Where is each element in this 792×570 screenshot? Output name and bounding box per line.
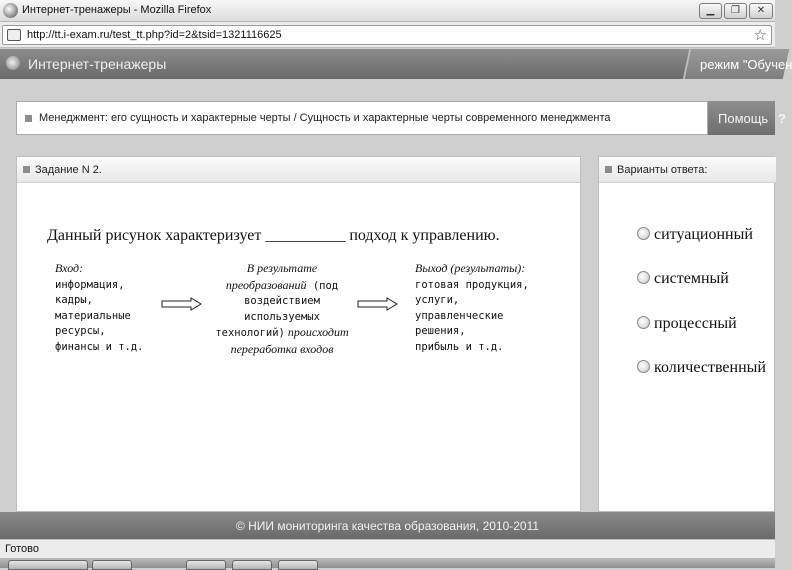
- page-icon: [7, 29, 21, 41]
- window-title: Интернет-тренажеры - Mozilla Firefox: [22, 4, 212, 16]
- app-header: [0, 49, 792, 79]
- close-button[interactable]: [749, 3, 773, 19]
- question-text: Данный рисунок характеризует __________ подход к управлению.: [47, 227, 500, 244]
- answer-option-systemic[interactable]: [637, 270, 729, 288]
- taskbar-button[interactable]: [232, 560, 272, 570]
- figure-process-line: В результате: [246, 261, 318, 275]
- help-button[interactable]: [708, 101, 786, 135]
- answer-label: системный: [654, 270, 729, 287]
- help-label: Помощь: [718, 111, 769, 126]
- app-name: Интернет-тренажеры: [28, 56, 167, 72]
- figure-output-item: решения,: [415, 325, 466, 337]
- figure-output-item: управленческие: [415, 309, 504, 322]
- firefox-icon: [3, 3, 18, 18]
- topic-breadcrumb-bar: [16, 101, 708, 135]
- figure-input-item: материальные: [55, 309, 131, 322]
- star-icon[interactable]: ☆: [753, 27, 767, 44]
- close-icon: ✕: [756, 5, 766, 16]
- radio-button-icon[interactable]: [637, 316, 650, 329]
- figure-input-item: информация,: [55, 278, 125, 291]
- logo-icon: [6, 56, 20, 70]
- answers-panel-header: [599, 157, 776, 183]
- minimize-icon: ▁: [706, 5, 715, 16]
- answer-label: количественный: [654, 359, 766, 376]
- radio-button-icon[interactable]: [637, 227, 650, 240]
- taskbar-button[interactable]: [278, 560, 318, 570]
- minimize-button[interactable]: [699, 3, 722, 19]
- url-text[interactable]: http://tt.i-exam.ru/test_tt.php?id=2&tsid=1321116625: [27, 29, 282, 41]
- figure-process-line: переработка входов: [230, 341, 334, 356]
- figure-input-block: [55, 261, 165, 355]
- help-button-content: [718, 111, 786, 126]
- answer-option-process[interactable]: [637, 315, 737, 333]
- bullet-square-icon: [605, 166, 612, 173]
- page-footer: [0, 512, 775, 539]
- figure-input-item: финансы и т.д.: [55, 340, 144, 353]
- status-bar: [0, 539, 775, 558]
- mode-label: режим "Обучен: [700, 57, 792, 72]
- answers-panel: [598, 156, 775, 512]
- bullet-square-icon: [23, 166, 30, 173]
- figure-output-item: услуги,: [415, 294, 460, 306]
- maximize-button[interactable]: [724, 3, 747, 19]
- restore-icon: ❐: [731, 5, 740, 16]
- answer-option-situational[interactable]: [637, 226, 753, 244]
- radio-button-icon[interactable]: [637, 271, 650, 284]
- figure-process-line: преобразований (под: [225, 277, 339, 292]
- navigation-toolbar: [0, 22, 775, 48]
- arrow-right-icon: [161, 297, 203, 311]
- figure-process-block: [202, 261, 362, 358]
- figure-input-item: ресурсы,: [55, 325, 106, 337]
- bullet-square-icon: [25, 115, 32, 122]
- status-text: Готово: [5, 543, 39, 555]
- radio-button-icon[interactable]: [637, 360, 650, 373]
- answer-option-quantitative[interactable]: [637, 359, 766, 377]
- window-title-bar: [0, 0, 775, 22]
- answer-label: ситуационный: [654, 226, 753, 243]
- figure-output-title: Выход (результаты):: [415, 261, 526, 275]
- breadcrumb: Менеджмент: его сущность и характерные черты / Сущность и характерные черты современного менеджмента: [39, 112, 611, 124]
- figure-output-block: [415, 261, 575, 355]
- figure-output-item: готовая продукция,: [415, 278, 529, 291]
- figure-input-title: Вход:: [55, 261, 84, 275]
- figure-process-line: воздействием: [244, 295, 320, 307]
- task-number: Задание N 2.: [35, 164, 102, 176]
- figure-process-line: технологий) происходит: [215, 325, 349, 339]
- arrow-right-icon: [357, 297, 399, 311]
- answers-title: Варианты ответа:: [617, 164, 708, 176]
- task-panel: [16, 156, 581, 512]
- taskbar-button[interactable]: [186, 560, 226, 570]
- figure-process-line: используемых: [244, 310, 320, 323]
- figure-output-item: прибыль и т.д.: [415, 340, 504, 353]
- copyright-text: © НИИ мониторинга качества образования, 2010-2011: [235, 519, 540, 533]
- url-bar[interactable]: [2, 25, 772, 45]
- help-question-icon: ?: [777, 111, 786, 126]
- taskbar-button[interactable]: [92, 560, 132, 570]
- task-panel-header: [17, 157, 580, 183]
- answer-label: процессный: [654, 315, 737, 332]
- figure-input-item: кадры,: [55, 294, 93, 306]
- taskbar: [0, 558, 775, 568]
- taskbar-button[interactable]: [8, 560, 88, 570]
